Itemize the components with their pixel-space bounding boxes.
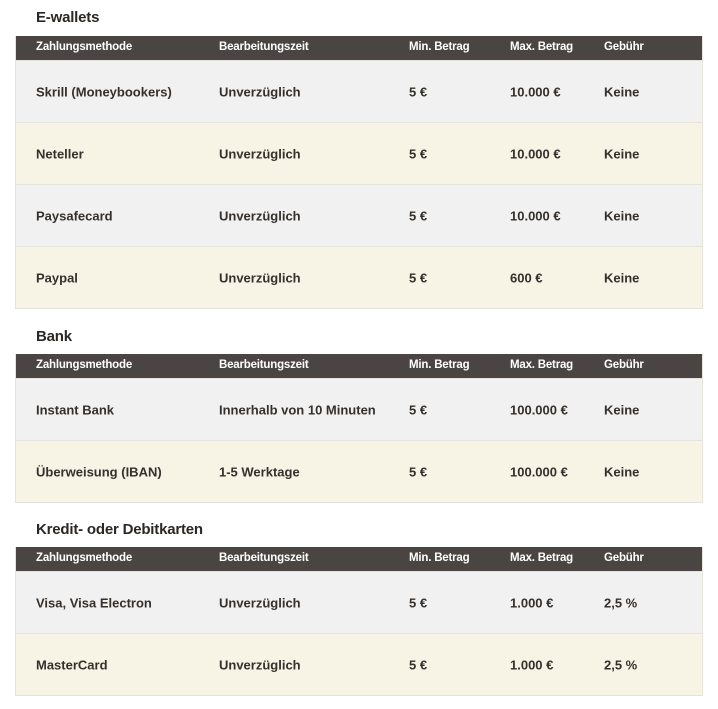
cell-fee: Keine: [604, 208, 640, 223]
header-processing-time: Bearbeitungszeit: [219, 359, 309, 371]
header-method: Zahlungsmethode: [36, 41, 133, 53]
cell-fee: Keine: [604, 270, 640, 285]
table-header: [16, 354, 702, 378]
cell-min-amount: 5 €: [409, 146, 428, 161]
cell-method: Visa, Visa Electron: [36, 595, 152, 610]
table-row: [16, 60, 702, 122]
cell-method: Paysafecard: [36, 208, 113, 223]
table-bank: [15, 354, 703, 503]
cell-max-amount: 10.000 €: [510, 84, 561, 99]
cell-min-amount: 5 €: [409, 657, 428, 672]
cell-method: Skrill (Moneybookers): [36, 84, 172, 99]
cell-fee: Keine: [604, 464, 640, 479]
cell-min-amount: 5 €: [409, 464, 428, 479]
cell-fee: 2,5 %: [604, 595, 638, 610]
cell-processing-time: Unverzüglich: [219, 146, 301, 161]
cell-fee: Keine: [604, 146, 640, 161]
table-ewallets: [15, 36, 703, 309]
cell-method: MasterCard: [36, 657, 108, 672]
table-row: [16, 633, 702, 695]
header-min-amount: Min. Betrag: [409, 552, 470, 564]
cell-max-amount: 1.000 €: [510, 595, 554, 610]
cell-processing-time: 1-5 Werktage: [219, 464, 300, 479]
header-fee: Gebühr: [604, 41, 644, 53]
cell-processing-time: Unverzüglich: [219, 84, 301, 99]
header-min-amount: Min. Betrag: [409, 41, 470, 53]
cell-min-amount: 5 €: [409, 402, 428, 417]
table-row: [16, 246, 702, 308]
table-row: [16, 184, 702, 246]
table-header: [16, 36, 702, 60]
cell-method: Instant Bank: [36, 402, 115, 417]
cell-processing-time: Innerhalb von 10 Minuten: [219, 402, 376, 417]
cell-min-amount: 5 €: [409, 595, 428, 610]
cell-max-amount: 100.000 €: [510, 464, 568, 479]
header-max-amount: Max. Betrag: [510, 552, 573, 564]
cell-processing-time: Unverzüglich: [219, 270, 301, 285]
cell-method: Überweisung (IBAN): [36, 464, 162, 479]
header-method: Zahlungsmethode: [36, 359, 133, 371]
cell-fee: Keine: [604, 84, 640, 99]
cell-method: Paypal: [36, 270, 78, 285]
section-title-cards: Kredit- oder Debitkarten: [36, 521, 203, 538]
cell-max-amount: 10.000 €: [510, 208, 561, 223]
table-row: [16, 571, 702, 633]
cell-processing-time: Unverzüglich: [219, 657, 301, 672]
cell-fee: Keine: [604, 402, 640, 417]
cell-max-amount: 100.000 €: [510, 402, 568, 417]
cell-fee: 2,5 %: [604, 657, 638, 672]
header-processing-time: Bearbeitungszeit: [219, 41, 309, 53]
cell-max-amount: 10.000 €: [510, 146, 561, 161]
header-processing-time: Bearbeitungszeit: [219, 552, 309, 564]
table-row: [16, 440, 702, 502]
cell-min-amount: 5 €: [409, 84, 428, 99]
cell-min-amount: 5 €: [409, 208, 428, 223]
section-title-bank: Bank: [36, 328, 72, 345]
cell-processing-time: Unverzüglich: [219, 595, 301, 610]
table-cards: [15, 547, 703, 696]
header-max-amount: Max. Betrag: [510, 41, 573, 53]
header-max-amount: Max. Betrag: [510, 359, 573, 371]
cell-processing-time: Unverzüglich: [219, 208, 301, 223]
table-row: [16, 378, 702, 440]
cell-max-amount: 1.000 €: [510, 657, 554, 672]
header-min-amount: Min. Betrag: [409, 359, 470, 371]
cell-method: Neteller: [36, 146, 84, 161]
header-method: Zahlungsmethode: [36, 552, 133, 564]
header-fee: Gebühr: [604, 359, 644, 371]
section-title-ewallets: E-wallets: [36, 9, 100, 26]
header-fee: Gebühr: [604, 552, 644, 564]
cell-max-amount: 600 €: [510, 270, 543, 285]
table-row: [16, 122, 702, 184]
table-header: [16, 547, 702, 571]
cell-min-amount: 5 €: [409, 270, 428, 285]
